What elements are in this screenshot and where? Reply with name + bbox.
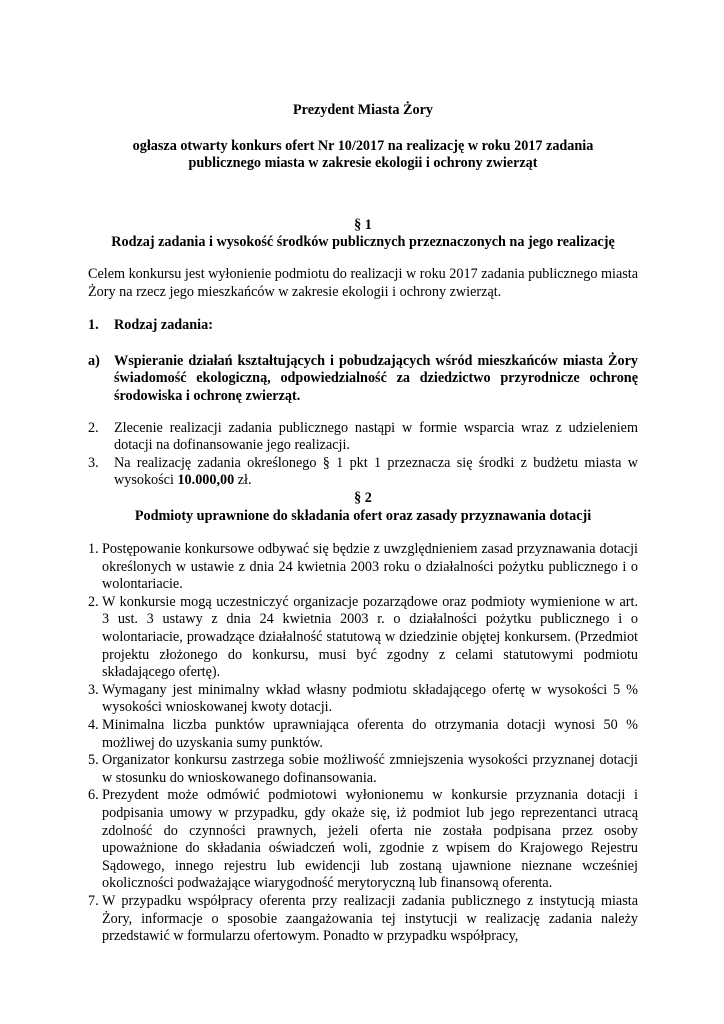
section-1-sign: § 1 [354, 216, 372, 233]
section-1-item-2 [88, 420, 638, 455]
item-label: Rodzaj zadania: [114, 317, 213, 334]
item-marker: 5. [88, 752, 99, 769]
section-1-item-a [88, 353, 638, 406]
section-2-item [88, 717, 638, 752]
item-marker: 2. [88, 419, 99, 436]
document-page [88, 96, 638, 946]
section-1-item-1 [88, 317, 638, 335]
item-text: W przypadku współpracy oferenta przy realizacji zadania publicznego z instytucją miasta Żory, informacje o sposobie zaangażowania tej instytucji w realizację zadania należy przedstawić w formularzu ofertowym. Ponadto w przypadku współpracy, [102, 892, 638, 945]
section-1-item-3 [88, 455, 638, 490]
section-1-header [88, 217, 638, 252]
section-2-item [88, 752, 638, 787]
document-subtitle [88, 138, 638, 173]
item-text: Zlecenie realizacji zadania publicznego nastąpi w formie wsparcia wraz z udzieleniem dotacji na dofinansowanie jego realizacji. [114, 419, 638, 454]
item-marker: 6. [88, 787, 99, 804]
item-text [114, 455, 638, 490]
section-1-intro: Celem konkursu jest wyłonienie podmiotu do realizacji w roku 2017 zadania publicznego miasta Żory na rzecz jego mieszkańców w zakresie ekologii i ochrony zwierząt. [88, 265, 639, 300]
item-text: Organizator konkursu zastrzega sobie możliwość zmniejszenia wysokości przyznanej dotacji w stosunku do wnioskowanego dofinansowania. [102, 752, 638, 786]
subtitle-line-2: publicznego miasta w zakresie ekologii i ochrony zwierząt [188, 155, 538, 172]
item-text: Postępowanie konkursowe odbywać się będzie z uwzględnieniem zasad przyznawania dotacji określonych w ustawie z dnia 24 kwietnia 2003 roku o działalności pożytku publicznego i o wolontariacie. [102, 541, 638, 593]
item-text: W konkursie mogą uczestniczyć organizacje pozarządowe oraz podmioty wymienione w art. 3 ust. 3 ustawy z dnia 24 kwietnia 2003 r. o działalności pożytku publicznego i o wolontariacie, prowadzące działalność statutową w dziedzinie objętej konkursem. (Przedmiot projektu złożonego do konkursu, musi być zgodny z celami statutowymi podmiotu składającego ofertę). [102, 593, 638, 681]
item-marker: 2. [88, 593, 99, 610]
subtitle-line-1: ogłasza otwarty konkurs ofert Nr 10/2017 na realizację w roku 2017 zadania [132, 137, 594, 154]
section-2-header [88, 490, 638, 525]
item-3-text-after: zł. [234, 472, 252, 489]
item-marker: 1. [88, 317, 99, 334]
section-2-item [88, 594, 638, 682]
item-marker: a) [88, 352, 100, 369]
item-3-text-before: Na realizację zadania określonego § 1 pkt 1 przeznacza się środki z budżetu miasta w wysokości [114, 454, 638, 489]
item-marker: 3. [88, 681, 99, 698]
item-marker: 4. [88, 717, 99, 734]
item-marker: 3. [88, 454, 99, 471]
item-text: Wspieranie działań kształtujących i pobudzających wśród mieszkańców miasta Żory świadomość ekologiczną, odpowiedzialność za dziedzictwo przyrodnicze ochronę środowiska i ochronę zwierząt. [114, 352, 638, 404]
item-text: Prezydent może odmówić podmiotowi wyłonionemu w konkursie przyznania dotacji i podpisania umowy w przypadku, gdy okaże się, iż podmiot lub jego reprezentanci utracą zdolność do czynności prawnych, jeżeli oferta nie została podpisana przez osoby upoważnione do składania oświadczeń woli, zgodnie z wpisem do Krajowego Rejestru Sądowego, innego rejestru lub ewidencji lub zostaną ujawnione nieznane wcześniej okoliczności podważające wiarygodność merytoryczną lub finansową oferenta. [102, 787, 638, 892]
item-3-amount: 10.000,00 [177, 472, 235, 489]
section-2-heading: Podmioty uprawnione do składania ofert oraz zasady przyznawania dotacji [134, 507, 592, 524]
section-2-item [88, 682, 638, 717]
item-text: Minimalna liczba punktów uprawniająca oferenta do otrzymania dotacji wynosi 50 % możliwej do uzyskania sumy punktów. [102, 717, 638, 751]
section-2-item [88, 787, 638, 893]
section-2-item [88, 541, 638, 594]
section-1-heading: Rodzaj zadania i wysokość środków publicznych przeznaczonych na jego realizację [111, 234, 615, 251]
section-1-numbered-list [88, 420, 638, 490]
section-2-list [88, 541, 638, 946]
document-title: Prezydent Miasta Żory [292, 102, 433, 118]
section-2-item [88, 893, 638, 946]
section-2-sign: § 2 [354, 489, 372, 506]
item-marker: 7. [88, 892, 99, 909]
item-text: Wymagany jest minimalny wkład własny podmiotu składającego ofertę w wysokości 5 % wysokości wnioskowanej kwoty dotacji. [102, 681, 638, 716]
item-marker: 1. [88, 541, 99, 558]
